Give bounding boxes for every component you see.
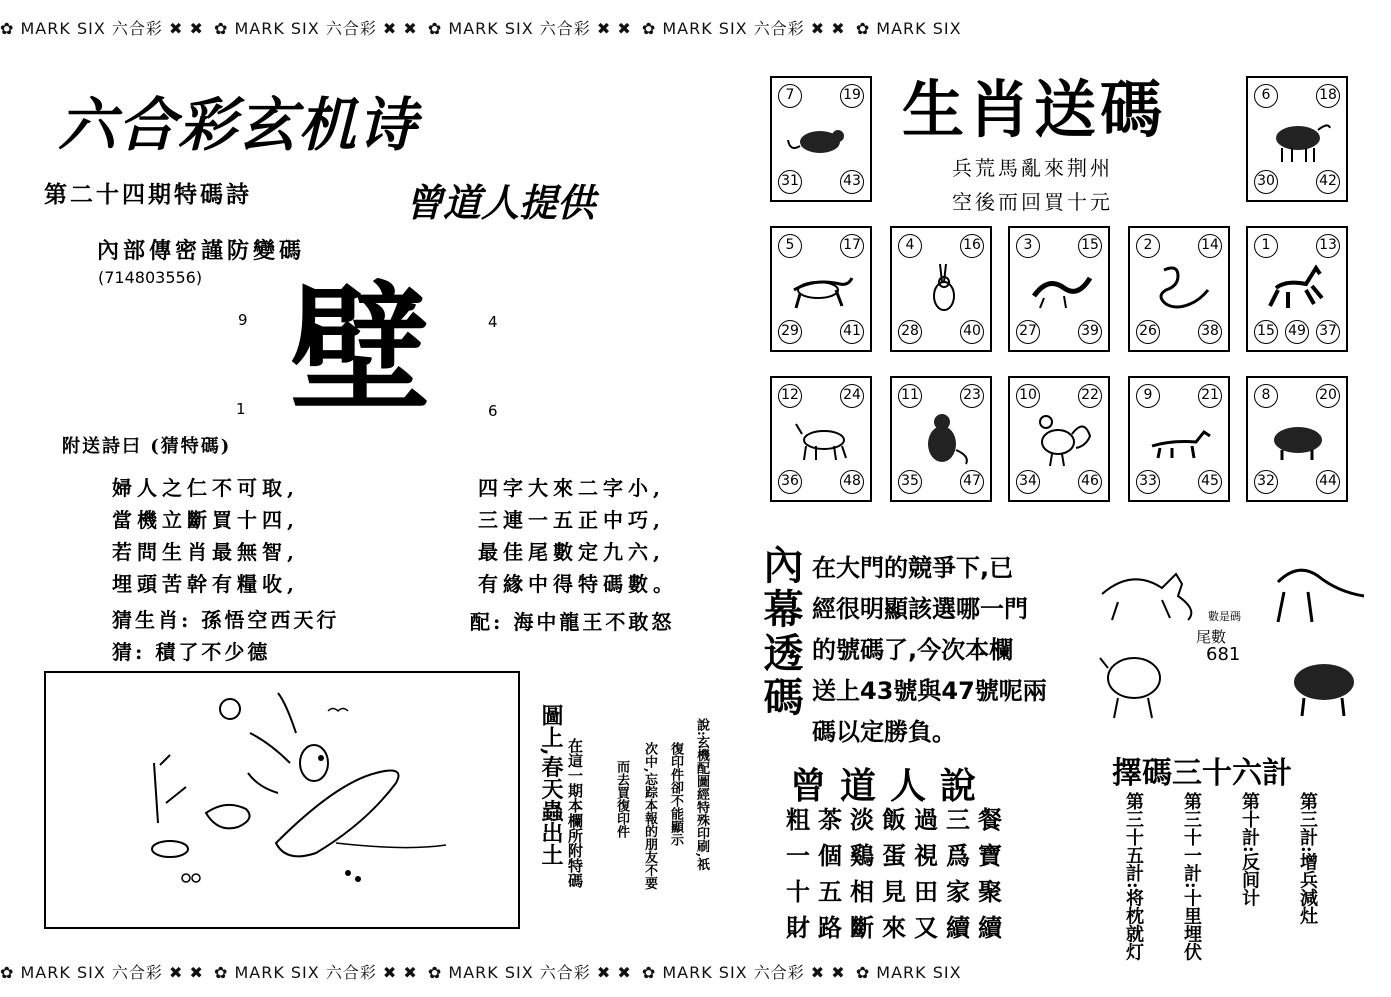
number-ball: 23 [960, 384, 984, 408]
number-ball: 45 [1198, 470, 1222, 494]
zodiac-verse-2: 空後而回買十元 [952, 190, 1113, 214]
banner-segment: ✿ MARK SIX 六合彩 ✖ ✖ [427, 963, 632, 982]
number-ball: 30 [1254, 170, 1278, 194]
corner-num-bl: 1 [236, 400, 246, 418]
picture-caption: 說:玄機配圖經特殊印刷,祇 [694, 718, 709, 871]
number-ball: 22 [1078, 384, 1102, 408]
number-ball: 17 [840, 234, 864, 258]
rat-icon [786, 106, 858, 170]
number-ball: 19 [840, 84, 864, 108]
banner-segment: ✿ MARK SIX 六合彩 ✖ ✖ [0, 19, 204, 38]
number-ball: 46 [1078, 470, 1102, 494]
tiger-icon [786, 256, 858, 320]
number-ball: 26 [1136, 320, 1160, 344]
number-ball: 6 [1254, 84, 1278, 108]
code-number: (714803556) [98, 268, 203, 287]
poem-left-column [112, 472, 299, 600]
picture-caption: 而去買復印件 [614, 760, 629, 838]
number-ball: 10 [1016, 384, 1040, 408]
neimu-title: 內幕透碼 [757, 544, 803, 720]
dragon-icon [1024, 256, 1096, 320]
number-ball: 27 [1016, 320, 1040, 344]
number-ball: 20 [1316, 384, 1340, 408]
zodiac-card-dog [1128, 376, 1230, 502]
neimu-line: 送上43號與47號呢兩 [812, 677, 1047, 705]
neimu-line: 經很明顯該選哪一門 [812, 595, 1028, 623]
number-ball: 13 [1316, 234, 1340, 258]
poem-line: 婦人之仁不可取, [112, 476, 299, 500]
number-ball: 41 [840, 320, 864, 344]
zeng-line: 粗茶淡飯過三餐 [786, 805, 1010, 834]
guess-text: 猜: 積了不少德 [112, 640, 271, 664]
number-ball: 44 [1316, 470, 1340, 494]
strategy-column: 第十計:反间计 [1239, 792, 1260, 907]
number-ball: 38 [1198, 320, 1222, 344]
zeng-line: 財路斷來又續續 [786, 913, 1010, 942]
number-ball: 15 [1078, 234, 1102, 258]
poem-line: 四字大來二字小, [478, 476, 665, 500]
zodiac-card-ox [1246, 76, 1348, 202]
neimu-text [812, 548, 1047, 753]
horse-icon [1262, 256, 1334, 320]
zodiac-card-snake [1128, 226, 1230, 352]
poem-line: 有緣中得特碼數。 [478, 572, 678, 596]
rabbit-icon [906, 256, 978, 320]
number-ball: 34 [1016, 470, 1040, 494]
banner-segment: ✿ MARK SIX [855, 963, 962, 982]
corner-num-tr: 4 [488, 313, 498, 331]
animal-sketch-icon [1088, 552, 1378, 732]
neimu-line: 的號碼了,今次本欄 [812, 636, 1014, 664]
number-ball: 36 [778, 470, 802, 494]
number-ball: 31 [778, 170, 802, 194]
number-ball: 16 [960, 234, 984, 258]
number-ball: 28 [898, 320, 922, 344]
zeng-line: 十五相見田家聚 [786, 877, 1010, 906]
banner-segment: ✿ MARK SIX 六合彩 ✖ ✖ [213, 963, 418, 982]
dog-icon [1144, 406, 1216, 470]
picture-caption: 復印件卻不能顯示 [668, 742, 683, 846]
number-ball: 11 [898, 384, 922, 408]
number-ball: 29 [778, 320, 802, 344]
neimu-line: 碼以定勝負。 [812, 718, 956, 746]
zodiac-card-rat [770, 76, 872, 202]
banner-segment: ✿ MARK SIX 六合彩 ✖ ✖ [0, 963, 204, 982]
provider-title: 曾道人提供 [405, 181, 596, 225]
bottom-banner [0, 960, 1391, 982]
top-banner [0, 16, 1391, 38]
sign-label: 數是碼 [1208, 610, 1241, 623]
secret-label: 內部傳密謹防變碼 [97, 238, 306, 264]
rooster-icon [1024, 406, 1096, 470]
corner-num-tl: 9 [238, 311, 248, 329]
strategy-column: 第三計:增兵減灶 [1297, 792, 1318, 925]
banner-segment: ✿ MARK SIX 六合彩 ✖ ✖ [427, 19, 632, 38]
zodiac-card-dragon [1008, 226, 1110, 352]
banner-segment: ✿ MARK SIX [855, 19, 962, 38]
number-ball: 32 [1254, 470, 1278, 494]
guess-pair: 配: 海中龍王不敢怒 [470, 610, 675, 634]
number-ball: 12 [778, 384, 802, 408]
poem-heading: 附送詩曰 (猜特碼) [62, 436, 232, 457]
number-ball: 18 [1316, 84, 1340, 108]
featured-character: 壁 [290, 268, 431, 432]
issue-title: 第二十四期特碼詩 [44, 181, 252, 208]
main-title: 六合彩玄机诗 [58, 91, 419, 159]
number-ball: 8 [1254, 384, 1278, 408]
banner-segment: ✿ MARK SIX 六合彩 ✖ ✖ [641, 19, 846, 38]
tail-label: 尾數 [1196, 628, 1227, 646]
number-ball: 33 [1136, 470, 1160, 494]
zodiac-card-tiger [770, 226, 872, 352]
number-ball: 24 [840, 384, 864, 408]
number-ball: 39 [1078, 320, 1102, 344]
zodiac-card-goat [770, 376, 872, 502]
ox-icon [1262, 106, 1334, 170]
number-ball: 3 [1016, 234, 1040, 258]
number-ball: 49 [1285, 320, 1309, 344]
corner-num-br: 6 [488, 402, 498, 420]
number-ball: 37 [1316, 320, 1340, 344]
number-ball: 40 [960, 320, 984, 344]
number-ball: 5 [778, 234, 802, 258]
pig-icon [1262, 406, 1334, 470]
sketch-illustration-icon [46, 673, 518, 927]
monkey-icon [906, 406, 978, 470]
number-ball: 4 [898, 234, 922, 258]
zodiac-card-rooster [1008, 376, 1110, 502]
number-ball: 42 [1316, 170, 1340, 194]
zodiac-card-monkey [890, 376, 992, 502]
strategy-column: 第三十一計:十里埋伏 [1181, 792, 1202, 961]
strategy-column: 第三十五計:将枕就灯 [1123, 792, 1144, 961]
number-ball: 21 [1198, 384, 1222, 408]
strategy-title: 擇碼三十六計 [1112, 756, 1292, 791]
picture-caption: 次中,忘踪本報的朋友不要 [642, 742, 657, 890]
number-ball: 48 [840, 470, 864, 494]
poem-right-column [478, 472, 678, 600]
number-ball: 43 [840, 170, 864, 194]
banner-segment: ✿ MARK SIX 六合彩 ✖ ✖ [641, 963, 846, 982]
poem-line: 當機立斷買十四, [112, 508, 299, 532]
number-ball: 14 [1198, 234, 1222, 258]
number-ball: 15 [1254, 320, 1278, 344]
zodiac-card-rabbit [890, 226, 992, 352]
number-ball: 47 [960, 470, 984, 494]
zodiac-verse-1: 兵荒馬亂來荆州 [952, 156, 1113, 180]
zeng-title: 曾道人說 [790, 765, 991, 807]
neimu-line: 在大門的競爭下,已 [812, 554, 1014, 582]
number-ball: 2 [1136, 234, 1160, 258]
picture-caption: 在這一期本欄所附特碼 [566, 738, 584, 888]
poem-line: 若問生肖最無智, [112, 540, 299, 564]
tail-value: 681 [1206, 644, 1241, 665]
snake-icon [1144, 256, 1216, 320]
zeng-poem [786, 800, 1010, 944]
guess-zodiac: 猜生肖: 孫悟空西天行 [112, 608, 340, 632]
number-ball: 9 [1136, 384, 1160, 408]
poem-line: 三連一五正中巧, [478, 508, 665, 532]
goat-icon [786, 406, 858, 470]
number-ball: 7 [778, 84, 802, 108]
riddle-picture [44, 671, 520, 929]
number-ball: 35 [898, 470, 922, 494]
banner-segment: ✿ MARK SIX 六合彩 ✖ ✖ [213, 19, 418, 38]
poem-line: 埋頭苦幹有糧收, [112, 572, 299, 596]
zodiac-title: 生肖送碼 [902, 73, 1167, 146]
picture-caption-main: 圖上,春天蟲出土 [538, 704, 564, 866]
zeng-line: 一個鷄蛋視爲寶 [786, 841, 1010, 870]
poem-line: 最佳尾數定九六, [478, 540, 665, 564]
zodiac-card-horse [1246, 226, 1348, 352]
zodiac-card-pig [1246, 376, 1348, 502]
number-ball: 1 [1254, 234, 1278, 258]
